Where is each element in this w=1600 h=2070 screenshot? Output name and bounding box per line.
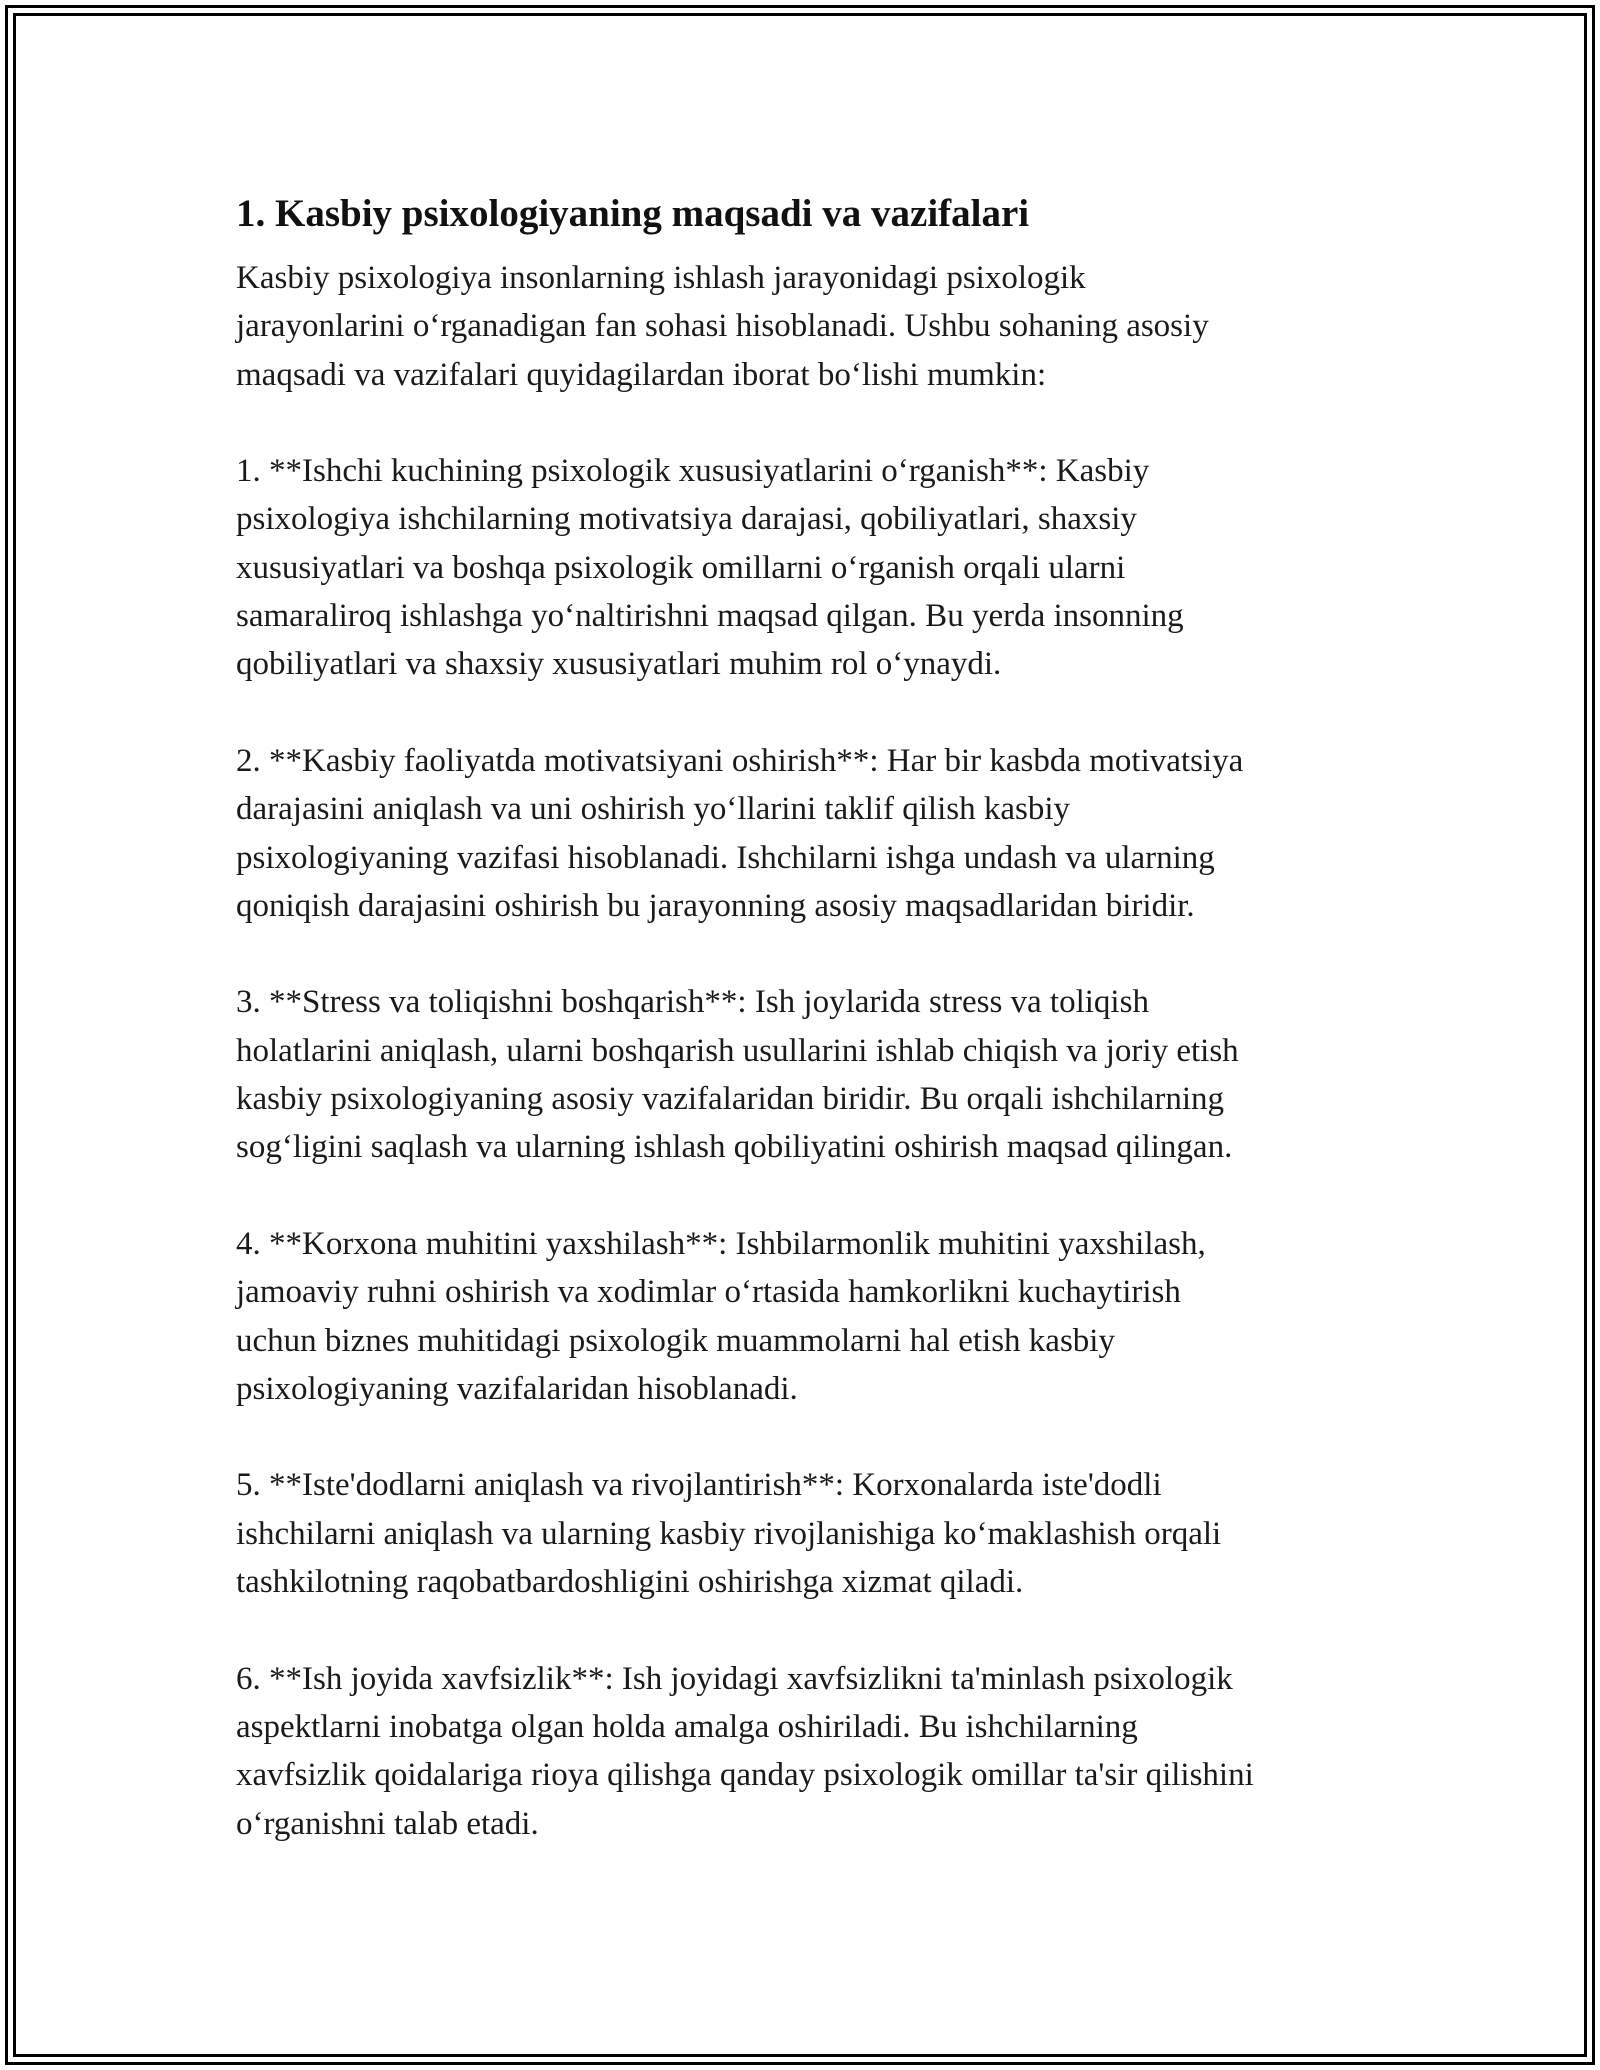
text-line: jarayonlarini o‘rganadigan fan sohasi hisoblanadi. Ushbu sohaning asosiy: [236, 308, 1209, 345]
text-line: qobiliyatlari va shaxsiy xususiyatlari muhim rol o‘ynaydi.: [236, 646, 1002, 683]
text-line: xususiyatlari va boshqa psixologik omillarni o‘rganish orqali ularni: [236, 549, 1126, 586]
text-line: psixologiyaning vazifalaridan hisoblanadi.: [236, 1370, 798, 1407]
list-item: [236, 1655, 1376, 1848]
text-line: 2. **Kasbiy faoliyatda motivatsiyani oshirish**: Har bir kasbda motivatsiya: [236, 742, 1244, 779]
intro-paragraph: [236, 254, 1376, 399]
text-line: psixologiyaning vazifasi hisoblanadi. Ishchilarni ishga undash va ularning: [236, 839, 1215, 876]
text-line: sog‘ligini saqlash va ularning ishlash qobiliyatini oshirish maqsad qilingan.: [236, 1129, 1233, 1166]
text-line: psixologiya ishchilarning motivatsiya darajasi, qobiliyatlari, shaxsiy: [236, 501, 1137, 538]
text-line: qoniqish darajasini oshirish bu jarayonning asosiy maqsadlaridan biridir.: [236, 887, 1195, 924]
text-line: 3. **Stress va toliqishni boshqarish**: Ish joylarida stress va toliqish: [236, 984, 1149, 1021]
text-line: 5. **Iste'dodlarni aniqlash va rivojlantirish**: Korxonalarda iste'dodli: [236, 1467, 1162, 1504]
text-line: Kasbiy psixologiya insonlarning ishlash jarayonidagi psixologik: [236, 260, 1086, 296]
text-line: uchun biznes muhitidagi psixologik muammolarni hal etish kasbiy: [236, 1322, 1115, 1359]
list-item: [236, 1220, 1376, 1413]
text-line: ishchilarni aniqlash va ularning kasbiy rivojlanishiga ko‘maklashish orqali: [236, 1515, 1222, 1552]
text-line: 1. **Ishchi kuchining psixologik xususiyatlarini o‘rganish**: Kasbiy: [236, 453, 1150, 490]
text-line: tashkilotning raqobatbardoshligini oshirishga xizmat qiladi.: [236, 1564, 1024, 1601]
text-line: kasbiy psixologiyaning asosiy vazifalaridan biridir. Bu orqali ishchilarning: [236, 1081, 1224, 1118]
text-line: o‘rganishni talab etadi.: [236, 1805, 539, 1842]
text-line: xavfsizlik qoidalariga rioya qilishga qanday psixologik omillar ta'sir qilishini: [236, 1757, 1254, 1794]
text-line: aspektlarni inobatga olgan holda amalga oshiriladi. Bu ishchilarning: [236, 1708, 1138, 1745]
list-item: [236, 737, 1376, 930]
text-line: 4. **Korxona muhitini yaxshilash**: Ishbilarmonlik muhitini yaxshilash,: [236, 1225, 1206, 1262]
text-line: 6. **Ish joyida xavfsizlik**: Ish joyidagi xavfsizlikni ta'minlash psixologik: [236, 1660, 1233, 1697]
text-line: maqsadi va vazifalari quyidagilardan iborat bo‘lishi mumkin:: [236, 356, 1047, 393]
list-item: [236, 1461, 1376, 1606]
document-body: [236, 186, 1376, 1848]
text-line: jamoaviy ruhni oshirish va xodimlar o‘rtasida hamkorlikni kuchaytirish: [236, 1274, 1181, 1311]
section-heading: 1. Kasbiy psixologiyaning maqsadi va vazifalari: [236, 192, 1030, 235]
list-item: [236, 447, 1376, 688]
text-line: samaraliroq ishlashga yo‘naltirishni maqsad qilgan. Bu yerda insonning: [236, 598, 1184, 635]
text-line: darajasini aniqlash va uni oshirish yo‘llarini taklif qilish kasbiy: [236, 791, 1071, 828]
text-line: holatlarini aniqlash, ularni boshqarish usullarini ishlab chiqish va joriy etish: [236, 1032, 1239, 1069]
list-item: [236, 978, 1376, 1171]
